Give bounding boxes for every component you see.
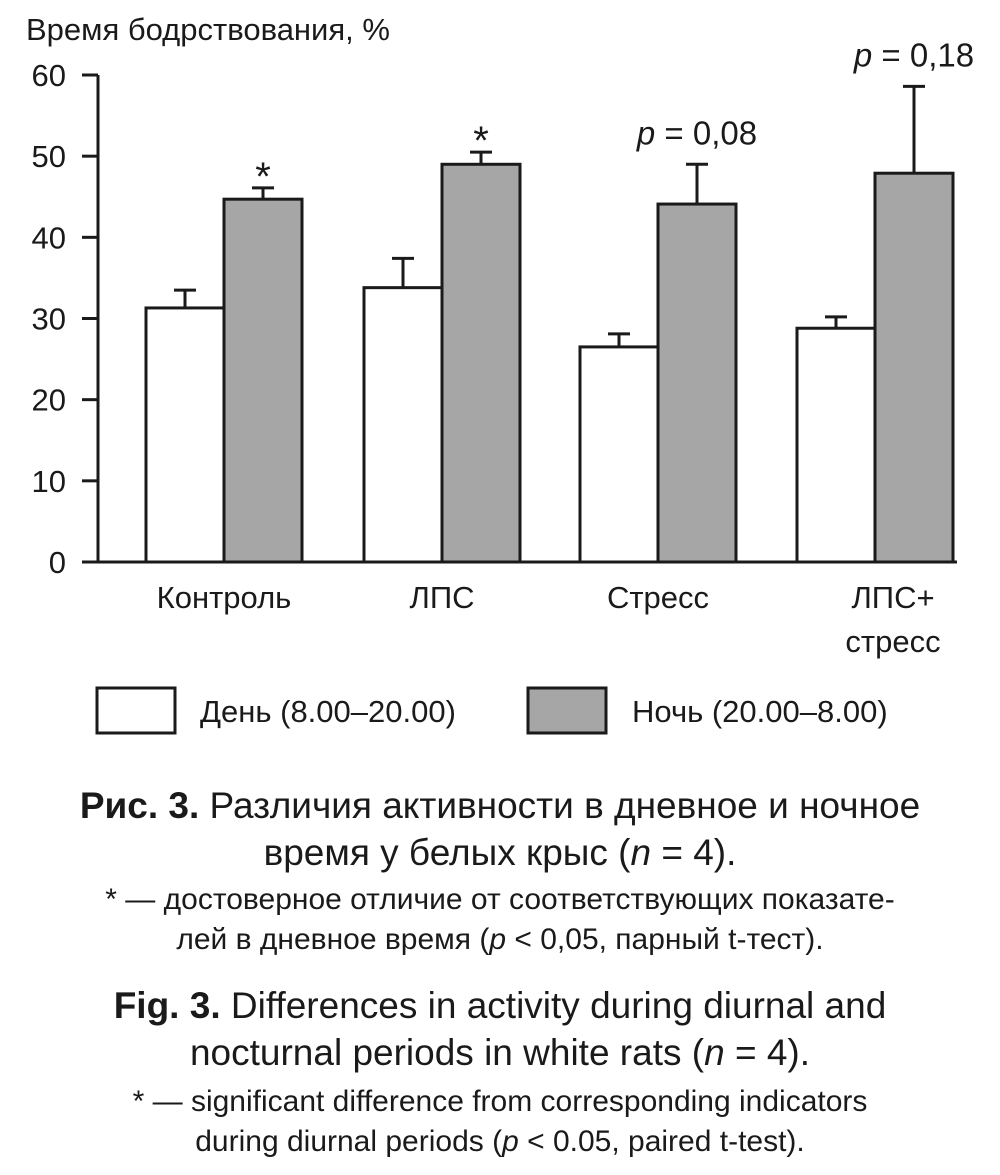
legend	[97, 688, 888, 733]
y-tick-label: 10	[31, 463, 66, 499]
x-tick-labels	[157, 580, 941, 659]
y-tick-label: 20	[31, 382, 66, 418]
p-value-annotation: p = 0,08	[636, 114, 758, 152]
caption-ru-note-p: p	[489, 923, 507, 956]
bar-night	[224, 199, 302, 562]
bar-day	[146, 308, 224, 562]
p-value-annotation: p = 0,18	[853, 36, 975, 74]
caption-ru-note-line2b: < 0,05, парный t-тест).	[506, 923, 824, 956]
legend-swatch-day	[97, 688, 175, 733]
caption-en-note-line2b: < 0.05, paired t-test).	[518, 1125, 805, 1158]
caption-ru-title	[0, 782, 1000, 876]
bar-day	[580, 347, 658, 562]
annotations	[255, 36, 974, 198]
bar-night	[875, 173, 953, 562]
caption-ru-fig-number: Рис. 3.	[79, 785, 200, 826]
caption-en-note-p: p	[502, 1125, 519, 1158]
caption-en-title	[0, 982, 1000, 1076]
y-tick-label: 30	[31, 301, 66, 337]
caption-en-note	[0, 1082, 1000, 1162]
legend-label-day: День (8.00–20.00)	[200, 694, 456, 729]
significance-asterisk: *	[473, 119, 489, 164]
y-axis-label: Время бодрствования, %	[26, 12, 390, 47]
caption-en-fig-number: Fig. 3.	[113, 985, 221, 1026]
y-tick-label: 50	[31, 139, 66, 175]
caption-en-note-line2a: during diurnal periods (	[195, 1125, 503, 1158]
y-tick-label: 60	[31, 58, 66, 93]
bar-night	[442, 164, 520, 562]
caption-en-title-line2b: = 4).	[724, 1032, 811, 1073]
caption-en-n: n	[704, 1032, 725, 1073]
caption-ru-title-line2b: = 4).	[651, 832, 737, 873]
significance-asterisk: *	[255, 154, 271, 199]
caption-ru-n: n	[630, 832, 652, 873]
bar-day	[797, 328, 875, 562]
x-tick-label: Стресс	[606, 580, 710, 615]
caption-ru-title-line2a: время у белых крыс (	[263, 832, 631, 873]
bar-night	[658, 204, 736, 562]
caption-ru-title-line1: Различия активности в дневное и ночное	[199, 785, 921, 826]
caption-ru-note	[0, 880, 1000, 960]
caption-ru-note-line1: * — достоверное отличие от соответствующих показате-	[105, 883, 895, 916]
x-tick-label: ЛПС	[409, 580, 475, 615]
y-tick-label: 0	[48, 545, 66, 580]
legend-label-night: Ночь (20.00–8.00)	[632, 694, 888, 729]
caption-en-note-line1: * — significant difference from corresponding indicators	[132, 1085, 868, 1118]
x-tick-label: стресс	[845, 624, 941, 659]
x-tick-label: Контроль	[156, 580, 292, 615]
y-tick-label: 40	[31, 220, 66, 256]
caption-en-title-line1: Differences in activity during diurnal and	[220, 985, 887, 1026]
legend-swatch-night	[528, 688, 606, 733]
caption-en-title-line2a: nocturnal periods in white rats (	[189, 1032, 705, 1073]
x-tick-label: ЛПС+	[851, 580, 935, 615]
caption-ru-note-line2a: лей в дневное время (	[176, 923, 490, 956]
bar-day	[364, 288, 442, 562]
